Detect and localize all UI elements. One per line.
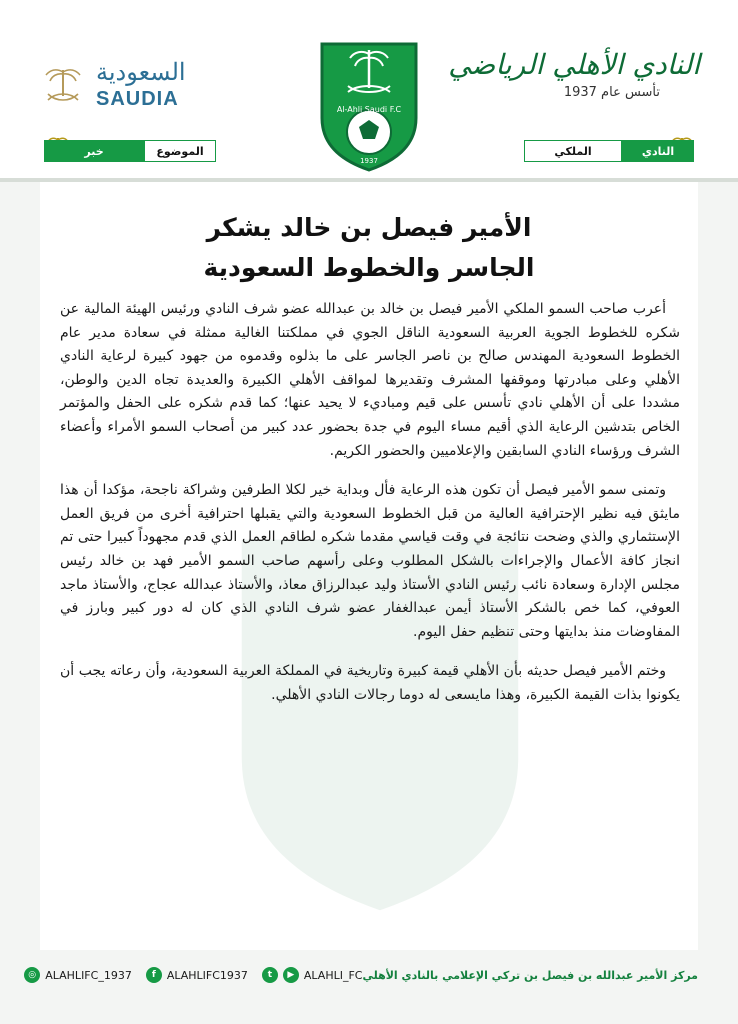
- article-title: [40, 208, 698, 288]
- twitter-icon: t: [262, 967, 278, 983]
- saudia-palm-emblem-icon: [40, 62, 86, 108]
- instagram-handle: ALAHLIFC_1937: [45, 968, 132, 982]
- club-name: النادي الأهلي الرياضي: [448, 48, 700, 81]
- club-value: الملكي: [524, 140, 622, 162]
- instagram-link[interactable]: [24, 967, 132, 983]
- topic-value: خبر: [44, 140, 144, 162]
- facebook-icon: f: [146, 967, 162, 983]
- article-title-line-2: الجاسر والخطوط السعودية: [203, 253, 535, 282]
- topic-label: الموضوع: [144, 140, 216, 162]
- crest-year: 1937: [360, 157, 378, 165]
- saudia-english-name: SAUDIA: [96, 88, 179, 110]
- saudia-arabic-name: السعودية: [96, 58, 186, 86]
- media-center-name: مركز الأمير عبدالله بن فيصل بن تركي الإعلامي بالنادي الأهلي: [362, 968, 698, 982]
- article-paragraph: وتمنى سمو الأمير فيصل أن تكون هذه الرعاية فأل وبداية خير لكلا الطرفين وشراكة ناجحة، مؤكدا أن هذا مايثق فيه نظير الإحترافية العالية من قبل الخطوط السعودية والتي يقبلها احترافية أخرى من فريق العمل الإستثماري والذي وضحت نتائجة في وقت قياسي مقدما شكره لطاقم العمل الذي قدم مجهوداً كبيرا حتى تم انجاز كافة الأعمال والإجراءات بالشكل المطلوب وعلى رأسهم صاحب السمو الأمير فهد بن خالد رئيس مجلس الإدارة وسعادة نائب رئيس النادي الأستاذ وليد عبدالرزاق معاذ، والأستاذ عبدالله عجاج، والأستاذ ماجد العوفي، كما خص بالشكر الأستاذ أيمن عبدالغفار عضو شرف النادي الذي كان له دور كبير وبارز في المفاوضات منذ بدايتها وحتى تنظيم حفل اليوم.: [60, 482, 680, 640]
- al-ahli-crest-icon: [318, 40, 420, 172]
- article-title-line-1: الأمير فيصل بن خالد يشكر: [206, 213, 532, 242]
- youtube-icon: ▶: [283, 967, 299, 983]
- saudia-logo: [40, 58, 210, 118]
- article-paragraph: أعرب صاحب السمو الملكي الأمير فيصل بن خالد بن عبدالله عضو شرف النادي ورئيس الهيئة المالية عن شكره للخطوط الجوية العربية السعودية الناقل الجوي في مملكتنا الغالية ممثلة في سعادة مدير عام الخطوط السعودية المهندس صالح بن ناصر الجاسر على ما بذلوه وقدموه من جهود كبيرة لرعاية النادي الأهلي وعلى مبادرتها وموقفها المشرف وتقديرها لمواقف الأهلي الكبيرة والعديدة تجاه الدين والوطن، مشددا على أن الأهلي نادي تأسس على قيم ومباديء لا يحيد عنها؛ كما قدم شكره على الحفل والمؤتمر الخاص بتدشين الرعاية الذي أقيم مساء اليوم في جدة بحضور عدد كبير من أصحاب السمو الأمراء وأعضاء الشرف ورؤساء النادي السابقين والإعلاميين والحضور الكريم.: [60, 301, 680, 459]
- topic-info-bar: [44, 140, 216, 162]
- article-body: [60, 298, 680, 724]
- club-label: النادي: [622, 140, 694, 162]
- facebook-link[interactable]: [146, 967, 248, 983]
- social-links: [24, 967, 362, 983]
- article-paragraph: وختم الأمير فيصل حديثه بأن الأهلي قيمة كبيرة وتاريخية في المملكة العربية السعودية، وأن رعاته يجب أن يكونوا بذات القيمة الكبيرة، وهذا مايسعى له دوما رجالات النادي الأهلي.: [60, 663, 680, 703]
- club-name-block: [448, 48, 700, 118]
- twitter-youtube-handle: ALAHLI_FC: [303, 968, 363, 982]
- footer: [28, 958, 698, 992]
- twitter-youtube-link[interactable]: [262, 967, 363, 983]
- club-founded: تأسس عام 1937: [563, 85, 660, 100]
- facebook-handle: ALAHLIFC1937: [166, 968, 248, 982]
- article: [40, 182, 698, 950]
- instagram-icon: ◎: [24, 967, 40, 983]
- crest-text: Al-Ahli Saudi F.C: [336, 105, 402, 114]
- club-info-bar: [524, 140, 694, 162]
- letterhead: [0, 0, 738, 180]
